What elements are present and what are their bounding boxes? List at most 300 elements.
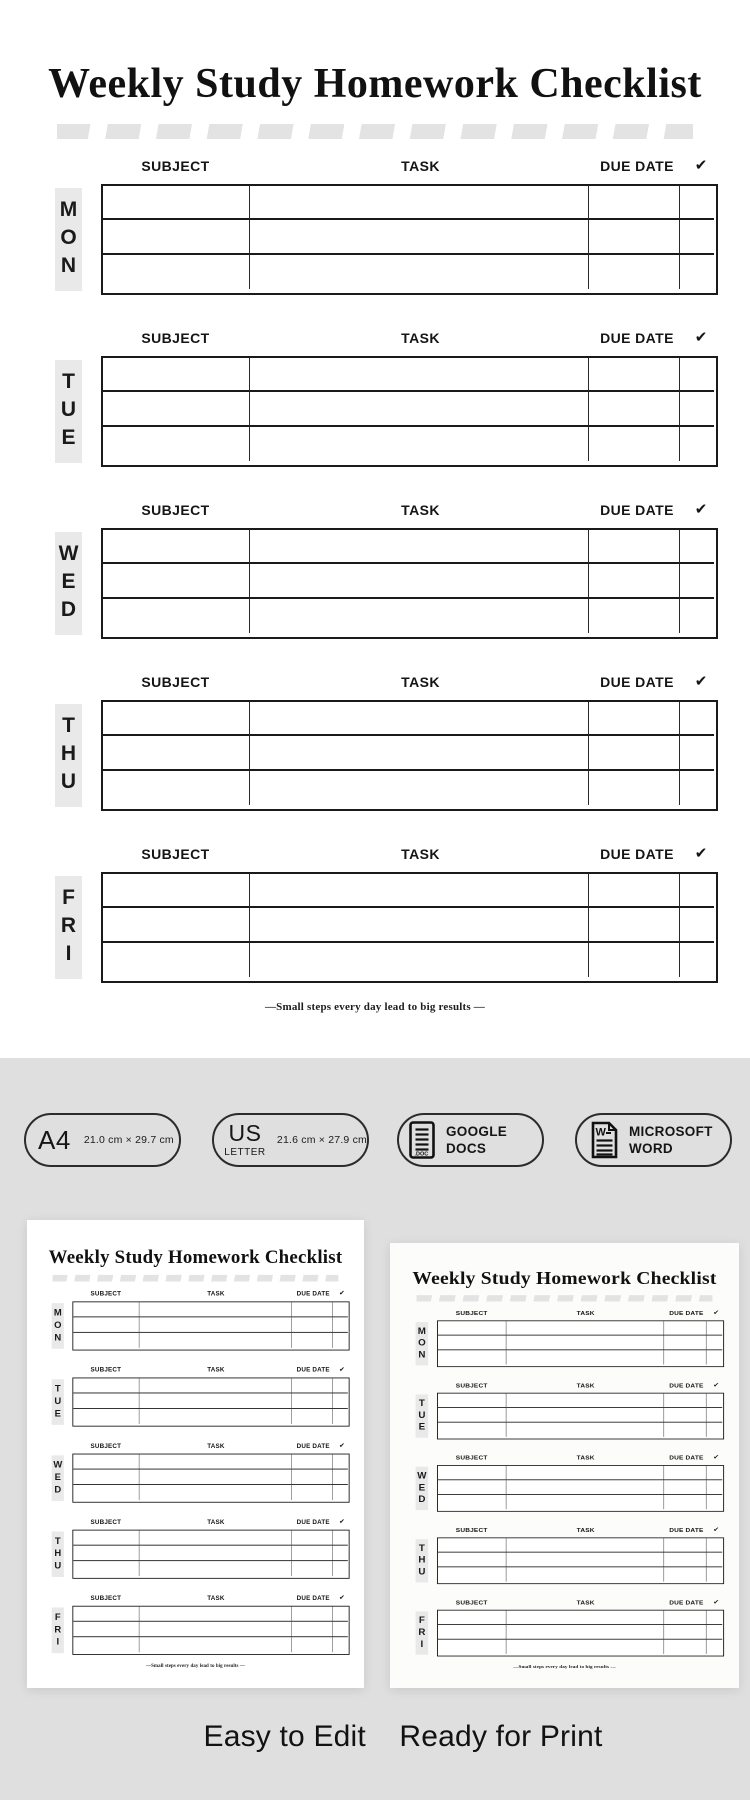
cell-check[interactable]	[706, 1408, 722, 1422]
col-header-task: TASK	[576, 1454, 595, 1461]
cell-task[interactable]	[139, 1333, 291, 1348]
cell-check[interactable]	[333, 1378, 348, 1393]
cell-task[interactable]	[506, 1422, 664, 1436]
day-strip-col	[0, 700, 101, 811]
day-section-tue	[27, 1366, 364, 1427]
col-header-due-date: DUE DATE	[600, 330, 674, 346]
cell-check[interactable]	[680, 771, 714, 805]
cell-task[interactable]	[506, 1480, 664, 1494]
col-header-due-date: DUE DATE	[669, 1454, 704, 1461]
day-table	[72, 1377, 349, 1426]
cell-due-date[interactable]	[292, 1561, 333, 1576]
cell-subject[interactable]	[73, 1531, 139, 1546]
cell-task[interactable]	[250, 874, 589, 908]
day-strip-col	[0, 528, 101, 639]
cell-due-date[interactable]	[292, 1333, 333, 1348]
cell-due-date[interactable]	[292, 1394, 333, 1409]
cell-subject[interactable]	[438, 1336, 506, 1350]
day-strip-col	[390, 1393, 437, 1440]
day-strip-col	[27, 1377, 72, 1426]
cell-task[interactable]	[506, 1625, 664, 1639]
cell-subject[interactable]	[103, 220, 250, 254]
day-table	[72, 1454, 349, 1503]
cell-due-date[interactable]	[292, 1454, 333, 1469]
cell-check[interactable]	[333, 1546, 348, 1561]
cell-subject[interactable]	[103, 736, 250, 770]
day-row	[27, 1454, 364, 1503]
cell-check[interactable]	[680, 874, 714, 908]
cell-subject[interactable]	[73, 1485, 139, 1500]
col-header-subject: SUBJECT	[141, 158, 210, 174]
cell-task[interactable]	[250, 392, 589, 426]
cell-subject[interactable]	[438, 1350, 506, 1364]
cell-task[interactable]	[506, 1336, 664, 1350]
day-row	[390, 1537, 739, 1584]
day-label: MON	[416, 1322, 429, 1365]
cell-due-date[interactable]	[292, 1378, 333, 1393]
col-header-task: TASK	[401, 502, 440, 518]
day-section-mon	[390, 1309, 739, 1367]
col-header-task: TASK	[401, 330, 440, 346]
cell-subject[interactable]	[73, 1317, 139, 1332]
cell-check[interactable]	[680, 908, 714, 942]
day-strip-col	[27, 1301, 72, 1350]
cell-subject[interactable]	[103, 255, 250, 289]
cell-check[interactable]	[706, 1336, 722, 1350]
sheet-title: Weekly Study Homework Checklist	[48, 61, 702, 107]
cell-task[interactable]	[139, 1378, 291, 1393]
cell-due-date[interactable]	[292, 1317, 333, 1332]
day-section-mon	[0, 157, 750, 295]
day-label: THU	[52, 1531, 64, 1577]
cell-due-date[interactable]	[292, 1531, 333, 1546]
cell-task[interactable]	[506, 1567, 664, 1581]
cell-due-date[interactable]	[292, 1607, 333, 1622]
check-icon: ✔	[339, 1289, 345, 1297]
tagline-ready-for-print: Ready for Print	[399, 1720, 603, 1753]
cell-due-date[interactable]	[664, 1538, 706, 1552]
cell-due-date[interactable]	[664, 1480, 706, 1494]
day-label: TUE	[52, 1379, 64, 1425]
cell-due-date[interactable]	[589, 427, 680, 461]
cell-task[interactable]	[506, 1408, 664, 1422]
column-headers	[437, 1381, 725, 1389]
cell-due-date[interactable]	[664, 1625, 706, 1639]
day-label: MON	[55, 188, 82, 291]
cell-due-date[interactable]	[589, 702, 680, 736]
cell-check[interactable]	[333, 1607, 348, 1622]
cell-task[interactable]	[139, 1637, 291, 1652]
cell-check[interactable]	[333, 1333, 348, 1348]
info-section	[0, 1058, 750, 1800]
cell-due-date[interactable]	[292, 1470, 333, 1485]
cell-subject[interactable]	[73, 1637, 139, 1652]
cell-check[interactable]	[706, 1394, 722, 1408]
us-letter-label: US LETTER	[224, 1120, 266, 1158]
day-label: WED	[52, 1455, 64, 1501]
col-header-task: TASK	[401, 846, 440, 862]
cell-due-date[interactable]	[292, 1637, 333, 1652]
cell-check[interactable]	[333, 1317, 348, 1332]
cell-check[interactable]	[333, 1394, 348, 1409]
col-header-due-date: DUE DATE	[669, 1309, 704, 1317]
cell-due-date[interactable]	[664, 1553, 706, 1567]
col-header-subject: SUBJECT	[455, 1598, 488, 1606]
column-headers	[101, 845, 719, 863]
column-headers	[437, 1598, 725, 1606]
column-headers	[72, 1442, 350, 1450]
cell-due-date[interactable]	[292, 1302, 333, 1317]
cell-subject[interactable]	[73, 1333, 139, 1348]
cell-check[interactable]	[680, 599, 714, 633]
col-header-due-date: DUE DATE	[296, 1442, 330, 1450]
cell-check[interactable]	[706, 1480, 722, 1494]
cell-task[interactable]	[139, 1485, 291, 1500]
cell-due-date[interactable]	[664, 1639, 706, 1653]
cell-due-date[interactable]	[664, 1394, 706, 1408]
cell-subject[interactable]	[438, 1553, 506, 1567]
cell-check[interactable]	[680, 255, 714, 289]
cell-subject[interactable]	[103, 599, 250, 633]
check-icon: ✔	[713, 1309, 720, 1317]
cell-subject[interactable]	[103, 358, 250, 392]
format-badge-us-letter	[212, 1113, 369, 1167]
check-icon: ✔	[694, 673, 708, 690]
us-letter-dimensions: 21.6 cm × 27.9 cm	[276, 1134, 367, 1146]
col-header-due-date: DUE DATE	[296, 1365, 330, 1374]
cell-due-date[interactable]	[589, 771, 680, 805]
cell-subject[interactable]	[103, 874, 250, 908]
day-table	[101, 528, 718, 639]
cell-check[interactable]	[333, 1622, 348, 1637]
format-badge-google-docs	[397, 1113, 544, 1167]
cell-due-date[interactable]	[589, 874, 680, 908]
cell-task[interactable]	[139, 1531, 291, 1546]
cell-task[interactable]	[250, 186, 589, 220]
column-headers	[72, 1518, 350, 1526]
cell-subject[interactable]	[438, 1625, 506, 1639]
cell-subject[interactable]	[73, 1607, 139, 1622]
col-header-subject: SUBJECT	[141, 674, 210, 690]
cell-task[interactable]	[506, 1321, 664, 1335]
cell-check[interactable]	[333, 1561, 348, 1576]
cell-subject[interactable]	[73, 1378, 139, 1393]
cell-subject[interactable]	[438, 1611, 506, 1625]
day-section-wed	[390, 1454, 739, 1512]
cell-check[interactable]	[680, 943, 714, 977]
col-header-task: TASK	[576, 1309, 595, 1317]
cell-subject[interactable]	[103, 427, 250, 461]
col-header-task: TASK	[576, 1526, 595, 1534]
dash-divider	[57, 124, 693, 139]
cell-check[interactable]	[680, 427, 714, 461]
cell-task[interactable]	[506, 1495, 664, 1509]
col-header-task: TASK	[207, 1365, 225, 1374]
cell-due-date[interactable]	[664, 1422, 706, 1436]
checklist-sheet	[390, 1243, 739, 1688]
cell-due-date[interactable]	[589, 392, 680, 426]
col-header-due-date: DUE DATE	[669, 1526, 704, 1534]
day-row	[390, 1393, 739, 1440]
cell-check[interactable]	[333, 1409, 348, 1424]
cell-due-date[interactable]	[589, 564, 680, 598]
check-icon: ✔	[339, 1365, 345, 1374]
cell-subject[interactable]	[438, 1394, 506, 1408]
cell-due-date[interactable]	[664, 1408, 706, 1422]
cell-task[interactable]	[250, 255, 589, 289]
dash-divider	[417, 1295, 713, 1301]
preview-page-a4	[27, 1220, 364, 1688]
day-row	[390, 1465, 739, 1512]
cell-task[interactable]	[250, 220, 589, 254]
cell-due-date[interactable]	[589, 358, 680, 392]
col-header-task: TASK	[207, 1594, 225, 1602]
day-strip-col	[0, 872, 101, 983]
cell-task[interactable]	[139, 1622, 291, 1637]
cell-task[interactable]	[250, 943, 589, 977]
cell-check[interactable]	[333, 1302, 348, 1317]
day-row	[390, 1320, 739, 1367]
day-table	[72, 1301, 349, 1350]
cell-due-date[interactable]	[664, 1611, 706, 1625]
cell-due-date[interactable]	[664, 1567, 706, 1581]
cell-due-date[interactable]	[589, 255, 680, 289]
cell-subject[interactable]	[438, 1538, 506, 1552]
day-table	[437, 1610, 724, 1657]
microsoft-word-label: MICROSOFT WORD	[629, 1124, 713, 1156]
cell-subject[interactable]	[438, 1466, 506, 1480]
cell-check[interactable]	[706, 1466, 722, 1480]
cell-subject[interactable]	[438, 1408, 506, 1422]
day-strip-col	[0, 356, 101, 467]
day-row	[0, 872, 750, 983]
day-table	[101, 872, 718, 983]
column-headers	[101, 501, 719, 519]
col-header-subject: SUBJECT	[455, 1381, 488, 1389]
cell-check[interactable]	[680, 392, 714, 426]
day-row	[27, 1377, 364, 1426]
day-row	[0, 700, 750, 811]
day-section-thu	[390, 1526, 739, 1584]
cell-check[interactable]	[706, 1567, 722, 1581]
cell-due-date[interactable]	[292, 1622, 333, 1637]
column-headers	[101, 329, 719, 347]
cell-due-date[interactable]	[589, 943, 680, 977]
day-strip-col	[27, 1606, 72, 1655]
day-strip-col	[390, 1610, 437, 1657]
cell-check[interactable]	[680, 530, 714, 564]
cell-subject[interactable]	[73, 1561, 139, 1576]
cell-due-date[interactable]	[292, 1485, 333, 1500]
cell-subject[interactable]	[103, 943, 250, 977]
cell-check[interactable]	[680, 736, 714, 770]
day-row	[0, 184, 750, 295]
cell-task[interactable]	[506, 1350, 664, 1364]
day-strip-col	[27, 1454, 72, 1503]
cell-task[interactable]	[506, 1466, 664, 1480]
day-section-tue	[0, 329, 750, 467]
cell-task[interactable]	[250, 564, 589, 598]
cell-task[interactable]	[250, 771, 589, 805]
cell-subject[interactable]	[103, 564, 250, 598]
cell-check[interactable]	[680, 358, 714, 392]
cell-task[interactable]	[250, 702, 589, 736]
cell-subject[interactable]	[103, 392, 250, 426]
cell-check[interactable]	[706, 1350, 722, 1364]
day-table	[101, 700, 718, 811]
cell-task[interactable]	[506, 1639, 664, 1653]
check-icon: ✔	[694, 157, 708, 174]
cell-task[interactable]	[139, 1454, 291, 1469]
col-header-due-date: DUE DATE	[600, 674, 674, 690]
day-label: FRI	[55, 876, 82, 979]
cell-subject[interactable]	[438, 1422, 506, 1436]
column-headers	[101, 673, 719, 691]
cell-subject[interactable]	[73, 1302, 139, 1317]
cell-due-date[interactable]	[589, 186, 680, 220]
cell-check[interactable]	[333, 1637, 348, 1652]
cell-subject[interactable]	[438, 1480, 506, 1494]
cell-check[interactable]	[706, 1639, 722, 1653]
cell-subject[interactable]	[73, 1546, 139, 1561]
day-section-thu	[0, 673, 750, 811]
cell-subject[interactable]	[73, 1470, 139, 1485]
check-icon: ✔	[339, 1441, 345, 1450]
cell-check[interactable]	[680, 186, 714, 220]
cell-check[interactable]	[680, 702, 714, 736]
cell-task[interactable]	[250, 530, 589, 564]
cell-due-date[interactable]	[589, 599, 680, 633]
cell-check[interactable]	[706, 1625, 722, 1639]
cell-check[interactable]	[333, 1454, 348, 1469]
cell-task[interactable]	[250, 908, 589, 942]
cell-check[interactable]	[706, 1495, 722, 1509]
cell-check[interactable]	[680, 564, 714, 598]
cell-task[interactable]	[506, 1611, 664, 1625]
cell-due-date[interactable]	[664, 1321, 706, 1335]
cell-check[interactable]	[706, 1611, 722, 1625]
cell-task[interactable]	[139, 1394, 291, 1409]
cell-task[interactable]	[506, 1553, 664, 1567]
cell-task[interactable]	[506, 1394, 664, 1408]
cell-subject[interactable]	[103, 186, 250, 220]
cell-due-date[interactable]	[664, 1350, 706, 1364]
cell-task[interactable]	[250, 427, 589, 461]
day-label: FRI	[52, 1608, 64, 1654]
day-table	[72, 1530, 349, 1579]
col-header-subject: SUBJECT	[90, 1594, 122, 1602]
day-row	[27, 1530, 364, 1579]
cell-subject[interactable]	[103, 908, 250, 942]
cell-subject[interactable]	[73, 1454, 139, 1469]
cell-check[interactable]	[680, 220, 714, 254]
day-section-fri	[390, 1598, 739, 1656]
column-headers	[437, 1309, 725, 1317]
cell-task[interactable]	[506, 1538, 664, 1552]
col-header-due-date: DUE DATE	[296, 1594, 330, 1602]
cell-task[interactable]	[139, 1409, 291, 1424]
cell-due-date[interactable]	[664, 1466, 706, 1480]
cell-check[interactable]	[333, 1485, 348, 1500]
cell-due-date[interactable]	[589, 220, 680, 254]
day-table	[437, 1537, 724, 1584]
day-row	[27, 1606, 364, 1655]
preview-page-us-letter	[390, 1243, 739, 1688]
cell-subject[interactable]	[103, 702, 250, 736]
col-header-subject: SUBJECT	[90, 1442, 122, 1450]
format-badges-row	[24, 1113, 732, 1167]
google-docs-label: GOOGLE DOCS	[446, 1124, 508, 1156]
day-section-wed	[27, 1442, 364, 1503]
cell-check[interactable]	[706, 1422, 722, 1436]
cell-subject[interactable]	[73, 1409, 139, 1424]
sheet-title: Weekly Study Homework Checklist	[412, 1268, 717, 1289]
cell-subject[interactable]	[73, 1394, 139, 1409]
cell-due-date[interactable]	[664, 1495, 706, 1509]
day-row	[0, 356, 750, 467]
day-table	[101, 184, 718, 295]
col-header-task: TASK	[576, 1381, 595, 1389]
cell-due-date[interactable]	[292, 1409, 333, 1424]
cell-check[interactable]	[706, 1321, 722, 1335]
cell-task[interactable]	[139, 1470, 291, 1485]
cell-check[interactable]	[706, 1538, 722, 1552]
col-header-due-date: DUE DATE	[296, 1518, 330, 1526]
check-icon: ✔	[713, 1381, 720, 1389]
col-header-subject: SUBJECT	[455, 1309, 488, 1317]
cell-due-date[interactable]	[589, 908, 680, 942]
cell-subject[interactable]	[438, 1495, 506, 1509]
column-headers	[72, 1366, 350, 1374]
column-headers	[437, 1454, 725, 1462]
cell-due-date[interactable]	[664, 1336, 706, 1350]
cell-subject[interactable]	[438, 1567, 506, 1581]
col-header-subject: SUBJECT	[141, 330, 210, 346]
cell-subject[interactable]	[103, 530, 250, 564]
col-header-due-date: DUE DATE	[600, 502, 674, 518]
cell-due-date[interactable]	[589, 736, 680, 770]
cell-task[interactable]	[139, 1561, 291, 1576]
cell-check[interactable]	[333, 1531, 348, 1546]
day-section-thu	[27, 1518, 364, 1579]
day-label: TUE	[55, 360, 82, 463]
cell-subject[interactable]	[438, 1321, 506, 1335]
cell-due-date[interactable]	[589, 530, 680, 564]
cell-due-date[interactable]	[292, 1546, 333, 1561]
cell-subject[interactable]	[73, 1622, 139, 1637]
cell-subject[interactable]	[438, 1639, 506, 1653]
cell-task[interactable]	[250, 358, 589, 392]
a4-label: A4	[38, 1124, 71, 1155]
col-header-subject: SUBJECT	[455, 1454, 488, 1461]
cell-subject[interactable]	[103, 771, 250, 805]
motivational-quote: —Small steps every day lead to big results —	[264, 1001, 486, 1013]
cell-task[interactable]	[139, 1546, 291, 1561]
cell-task[interactable]	[139, 1302, 291, 1317]
cell-task[interactable]	[250, 736, 589, 770]
check-icon: ✔	[713, 1453, 720, 1461]
cell-check[interactable]	[706, 1553, 722, 1567]
day-label: THU	[416, 1539, 429, 1582]
cell-task[interactable]	[139, 1607, 291, 1622]
cell-task[interactable]	[250, 599, 589, 633]
day-section-tue	[390, 1381, 739, 1439]
day-table	[437, 1393, 724, 1440]
cell-check[interactable]	[333, 1470, 348, 1485]
check-icon: ✔	[339, 1517, 345, 1526]
check-icon: ✔	[694, 329, 708, 346]
cell-task[interactable]	[139, 1317, 291, 1332]
